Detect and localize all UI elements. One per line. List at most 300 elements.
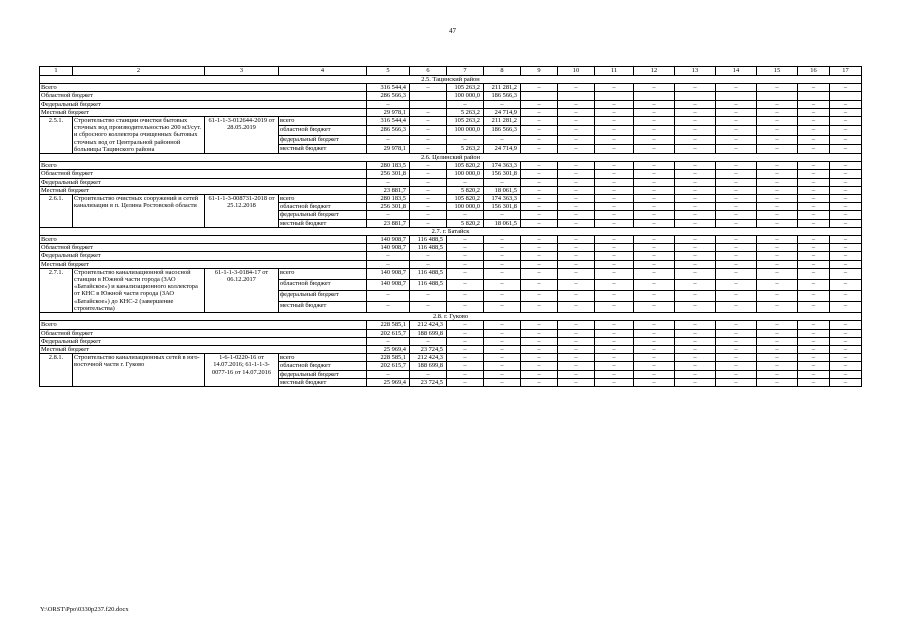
amount-cell: – <box>830 329 862 337</box>
amount-cell: – <box>830 203 862 211</box>
amount-cell: – <box>716 135 757 144</box>
amount-cell: – <box>757 144 798 153</box>
amount-cell: – <box>675 302 716 313</box>
amount-cell: – <box>521 100 558 108</box>
amount-cell: – <box>675 290 716 301</box>
amount-cell: – <box>716 329 757 337</box>
amount-cell: – <box>447 370 484 378</box>
column-number: 3 <box>205 67 279 76</box>
funding-source: всего <box>279 268 367 279</box>
amount-cell: – <box>484 236 521 244</box>
amount-cell: – <box>675 260 716 268</box>
amount-cell: – <box>634 117 675 126</box>
amount-cell: 202 615,7 <box>367 329 410 337</box>
amount-cell: – <box>521 378 558 386</box>
amount-cell: 188 699,8 <box>410 329 447 337</box>
amount-cell: – <box>521 211 558 219</box>
amount-cell: – <box>830 302 862 313</box>
section-heading-row <box>40 154 862 162</box>
amount-cell: – <box>595 362 634 370</box>
amount-cell: – <box>558 170 595 178</box>
amount-cell: – <box>798 321 830 329</box>
amount-cell: – <box>798 178 830 186</box>
page-number: 47 <box>449 27 456 35</box>
amount-cell: – <box>716 370 757 378</box>
section-title: 2.7. г. Батайск <box>40 227 862 235</box>
amount-cell: – <box>757 337 798 345</box>
amount-cell: – <box>716 170 757 178</box>
amount-cell: – <box>410 108 447 116</box>
amount-cell: – <box>484 178 521 186</box>
column-number: 8 <box>484 67 521 76</box>
amount-cell: – <box>716 126 757 135</box>
amount-cell: – <box>447 378 484 386</box>
amount-cell: – <box>757 236 798 244</box>
section-total-row <box>40 329 862 337</box>
amount-cell: – <box>675 211 716 219</box>
amount-cell: – <box>716 279 757 290</box>
amount-cell: – <box>830 354 862 362</box>
item-name: Строительство канализационной насосной станции в Южной части города (ЗАО «Батайское») и канализационного коллектора от КНС в Южной части города (ЗАО «Батайское») до КНС-2 (завершение строительства) <box>73 268 205 312</box>
amount-cell: – <box>558 354 595 362</box>
section-total-row <box>40 100 862 108</box>
amount-cell: – <box>675 108 716 116</box>
amount-cell: – <box>798 108 830 116</box>
amount-cell: – <box>675 362 716 370</box>
amount-cell: – <box>521 290 558 301</box>
amount-cell: – <box>798 117 830 126</box>
amount-cell: 5 820,2 <box>447 186 484 194</box>
amount-cell: – <box>757 162 798 170</box>
amount-cell: – <box>521 178 558 186</box>
amount-cell: – <box>798 100 830 108</box>
amount-cell: – <box>634 321 675 329</box>
amount-cell: – <box>521 144 558 153</box>
amount-cell: – <box>757 362 798 370</box>
amount-cell: 174 363,3 <box>484 195 521 203</box>
amount-cell: – <box>484 362 521 370</box>
section-title: 2.5. Тацинский район <box>40 76 862 84</box>
amount-cell: – <box>757 268 798 279</box>
amount-cell: – <box>716 162 757 170</box>
amount-cell: 211 281,2 <box>484 84 521 92</box>
section-title: 2.6. Целинский район <box>40 154 862 162</box>
total-label: Местный бюджет <box>40 186 367 194</box>
amount-cell: – <box>484 354 521 362</box>
amount-cell: 18 061,5 <box>484 219 521 227</box>
amount-cell: – <box>675 236 716 244</box>
amount-cell: – <box>558 378 595 386</box>
item-document: 61-1-1-3-0184-17 от 06.12.2017 <box>205 268 279 312</box>
amount-cell: – <box>410 170 447 178</box>
amount-cell: – <box>830 186 862 194</box>
amount-cell: – <box>484 211 521 219</box>
amount-cell: – <box>716 219 757 227</box>
section-total-row <box>40 108 862 116</box>
amount-cell: – <box>757 170 798 178</box>
section-total-row <box>40 321 862 329</box>
total-label: Областной бюджет <box>40 170 367 178</box>
section-total-row <box>40 252 862 260</box>
section-total-row <box>40 345 862 353</box>
funding-source: федеральный бюджет <box>279 135 367 144</box>
section-total-row <box>40 162 862 170</box>
amount-cell: – <box>798 302 830 313</box>
amount-cell: – <box>757 219 798 227</box>
amount-cell: – <box>521 108 558 116</box>
amount-cell: – <box>675 219 716 227</box>
amount-cell: – <box>521 354 558 362</box>
amount-cell: – <box>757 186 798 194</box>
amount-cell: – <box>447 135 484 144</box>
amount-cell: – <box>675 329 716 337</box>
amount-cell: – <box>830 195 862 203</box>
amount-cell: – <box>716 236 757 244</box>
column-number: 6 <box>410 67 447 76</box>
amount-cell: – <box>634 337 675 345</box>
amount-cell: 316 544,4 <box>367 84 410 92</box>
amount-cell: – <box>595 170 634 178</box>
amount-cell: – <box>595 252 634 260</box>
amount-cell: – <box>675 345 716 353</box>
total-label: Местный бюджет <box>40 345 367 353</box>
amount-cell: 286 566,3 <box>367 92 410 100</box>
total-label: Федеральный бюджет <box>40 100 367 108</box>
amount-cell: – <box>558 117 595 126</box>
amount-cell: – <box>716 211 757 219</box>
amount-cell: – <box>367 252 410 260</box>
section-total-row <box>40 92 862 100</box>
amount-cell: – <box>675 186 716 194</box>
amount-cell: – <box>595 195 634 203</box>
section-heading-row <box>40 313 862 321</box>
amount-cell: – <box>410 162 447 170</box>
amount-cell: – <box>447 236 484 244</box>
amount-cell: – <box>558 329 595 337</box>
amount-cell: – <box>716 378 757 386</box>
amount-cell: – <box>447 321 484 329</box>
amount-cell: – <box>716 203 757 211</box>
amount-cell: – <box>595 268 634 279</box>
item-row <box>40 117 862 126</box>
amount-cell: – <box>558 345 595 353</box>
item-row <box>40 354 862 362</box>
amount-cell: 5 820,2 <box>447 219 484 227</box>
amount-cell: – <box>675 84 716 92</box>
funding-source: всего <box>279 117 367 126</box>
amount-cell: – <box>757 302 798 313</box>
amount-cell: – <box>757 126 798 135</box>
amount-cell: – <box>830 370 862 378</box>
amount-cell: – <box>595 290 634 301</box>
amount-cell: – <box>757 211 798 219</box>
amount-cell: – <box>757 354 798 362</box>
amount-cell: – <box>367 211 410 219</box>
budget-table <box>39 66 862 387</box>
amount-cell: – <box>634 135 675 144</box>
amount-cell: 316 544,4 <box>367 117 410 126</box>
amount-cell: – <box>558 252 595 260</box>
amount-cell: 105 820,2 <box>447 162 484 170</box>
amount-cell: 211 281,2 <box>484 117 521 126</box>
amount-cell: – <box>830 178 862 186</box>
funding-source: всего <box>279 354 367 362</box>
amount-cell: – <box>521 345 558 353</box>
section-total-row <box>40 337 862 345</box>
amount-cell: – <box>798 236 830 244</box>
column-number: 16 <box>798 67 830 76</box>
amount-cell: – <box>595 186 634 194</box>
amount-cell: – <box>757 252 798 260</box>
amount-cell: – <box>634 162 675 170</box>
column-number: 9 <box>521 67 558 76</box>
section-total-row <box>40 260 862 268</box>
amount-cell: – <box>634 195 675 203</box>
amount-cell: – <box>716 117 757 126</box>
amount-cell: – <box>595 236 634 244</box>
amount-cell: – <box>410 126 447 135</box>
amount-cell: – <box>410 211 447 219</box>
amount-cell: – <box>798 144 830 153</box>
amount-cell: – <box>675 100 716 108</box>
amount-cell: – <box>634 354 675 362</box>
amount-cell: – <box>675 252 716 260</box>
amount-cell: – <box>410 337 447 345</box>
amount-cell: – <box>798 170 830 178</box>
total-label: Всего <box>40 84 367 92</box>
section-total-row <box>40 244 862 252</box>
amount-cell: 100 000,0 <box>447 203 484 211</box>
amount-cell: – <box>830 135 862 144</box>
funding-source: областной бюджет <box>279 203 367 211</box>
amount-cell: – <box>798 244 830 252</box>
amount-cell: – <box>757 345 798 353</box>
amount-cell: – <box>757 329 798 337</box>
amount-cell: – <box>634 362 675 370</box>
amount-cell: 105 263,2 <box>447 84 484 92</box>
amount-cell: – <box>634 378 675 386</box>
amount-cell: – <box>521 302 558 313</box>
amount-cell: – <box>757 321 798 329</box>
amount-cell: – <box>798 203 830 211</box>
amount-cell: – <box>716 321 757 329</box>
amount-cell: – <box>830 84 862 92</box>
amount-cell: – <box>716 84 757 92</box>
amount-cell: – <box>798 252 830 260</box>
amount-cell: – <box>634 126 675 135</box>
amount-cell: – <box>675 354 716 362</box>
amount-cell: – <box>410 370 447 378</box>
amount-cell: 280 183,5 <box>367 162 410 170</box>
amount-cell: 116 488,5 <box>410 244 447 252</box>
amount-cell: – <box>830 117 862 126</box>
amount-cell: – <box>757 195 798 203</box>
amount-cell: – <box>521 186 558 194</box>
amount-cell: 140 908,7 <box>367 236 410 244</box>
total-label: Всего <box>40 236 367 244</box>
amount-cell: – <box>558 370 595 378</box>
amount-cell: – <box>521 260 558 268</box>
amount-cell: – <box>634 186 675 194</box>
amount-cell: – <box>367 260 410 268</box>
amount-cell: – <box>716 144 757 153</box>
item-name: Строительство станции очистки бытовых сточных вод производительностью 200 м3/сут. и сбросного коллектора очищенных бытовых сточных вод от Центральной районной больницы Тацинского района <box>73 117 205 154</box>
amount-cell: – <box>447 211 484 219</box>
total-label: Местный бюджет <box>40 260 367 268</box>
section-total-row <box>40 186 862 194</box>
amount-cell: – <box>798 329 830 337</box>
section-total-row <box>40 178 862 186</box>
amount-cell: – <box>558 195 595 203</box>
amount-cell: – <box>634 236 675 244</box>
amount-cell: – <box>757 378 798 386</box>
amount-cell: 23 881,7 <box>367 219 410 227</box>
amount-cell: 18 061,5 <box>484 186 521 194</box>
item-document: 61-1-1-3-012644-2019 от 28.05.2019 <box>205 117 279 154</box>
amount-cell: – <box>798 162 830 170</box>
amount-cell: – <box>410 195 447 203</box>
amount-cell: – <box>716 178 757 186</box>
amount-cell: 29 978,1 <box>367 108 410 116</box>
amount-cell: 23 724,5 <box>410 345 447 353</box>
amount-cell: – <box>484 337 521 345</box>
amount-cell: – <box>716 362 757 370</box>
column-number: 13 <box>675 67 716 76</box>
funding-source: всего <box>279 195 367 203</box>
amount-cell: – <box>634 370 675 378</box>
amount-cell: – <box>410 203 447 211</box>
amount-cell: 188 699,8 <box>410 362 447 370</box>
amount-cell: – <box>410 290 447 301</box>
amount-cell: – <box>484 252 521 260</box>
amount-cell: – <box>410 186 447 194</box>
amount-cell: – <box>675 321 716 329</box>
amount-cell: – <box>675 162 716 170</box>
funding-source: федеральный бюджет <box>279 211 367 219</box>
amount-cell: – <box>798 378 830 386</box>
amount-cell: – <box>521 195 558 203</box>
amount-cell: – <box>757 203 798 211</box>
amount-cell: – <box>410 84 447 92</box>
amount-cell: 116 488,5 <box>410 236 447 244</box>
amount-cell: – <box>675 170 716 178</box>
amount-cell: – <box>634 211 675 219</box>
amount-cell: – <box>595 302 634 313</box>
amount-cell: – <box>675 337 716 345</box>
amount-cell: – <box>675 126 716 135</box>
amount-cell: – <box>447 354 484 362</box>
amount-cell: 24 714,9 <box>484 144 521 153</box>
amount-cell: – <box>367 337 410 345</box>
funding-source: местный бюджет <box>279 144 367 153</box>
amount-cell: – <box>521 236 558 244</box>
amount-cell: – <box>716 260 757 268</box>
amount-cell: – <box>716 345 757 353</box>
amount-cell: 212 424,3 <box>410 354 447 362</box>
amount-cell: – <box>757 279 798 290</box>
amount-cell: – <box>447 178 484 186</box>
amount-cell: – <box>595 219 634 227</box>
amount-cell: – <box>484 268 521 279</box>
amount-cell: – <box>830 321 862 329</box>
amount-cell: – <box>447 302 484 313</box>
amount-cell: – <box>410 219 447 227</box>
amount-cell: – <box>634 100 675 108</box>
amount-cell: – <box>521 135 558 144</box>
amount-cell: – <box>595 162 634 170</box>
amount-cell: – <box>521 370 558 378</box>
amount-cell: – <box>634 178 675 186</box>
column-number: 14 <box>716 67 757 76</box>
funding-source: областной бюджет <box>279 362 367 370</box>
section-title: 2.8. г. Гуково <box>40 313 862 321</box>
column-number: 7 <box>447 67 484 76</box>
amount-cell: – <box>558 321 595 329</box>
amount-cell: – <box>521 126 558 135</box>
amount-cell: – <box>830 100 862 108</box>
amount-cell: – <box>595 354 634 362</box>
amount-cell: – <box>634 279 675 290</box>
amount-cell: – <box>558 144 595 153</box>
amount-cell: 23 724,5 <box>410 378 447 386</box>
amount-cell: – <box>558 302 595 313</box>
amount-cell <box>595 92 634 100</box>
column-number: 17 <box>830 67 862 76</box>
amount-cell: – <box>830 345 862 353</box>
amount-cell: – <box>716 100 757 108</box>
item-name: Строительство очистных сооружений и сетей канализации в п. Целина Ростовской области <box>73 195 205 228</box>
amount-cell <box>410 100 447 108</box>
amount-cell: – <box>521 84 558 92</box>
amount-cell: 156 301,8 <box>484 170 521 178</box>
total-label: Всего <box>40 321 367 329</box>
amount-cell: – <box>367 178 410 186</box>
amount-cell: – <box>798 195 830 203</box>
amount-cell: – <box>558 84 595 92</box>
amount-cell: – <box>830 378 862 386</box>
amount-cell: – <box>716 302 757 313</box>
funding-source: областной бюджет <box>279 279 367 290</box>
amount-cell: – <box>447 268 484 279</box>
amount-cell: – <box>558 219 595 227</box>
amount-cell: – <box>595 117 634 126</box>
amount-cell: – <box>367 135 410 144</box>
amount-cell: – <box>634 170 675 178</box>
amount-cell: – <box>634 144 675 153</box>
column-number: 4 <box>279 67 367 76</box>
amount-cell: – <box>595 260 634 268</box>
amount-cell: – <box>798 370 830 378</box>
amount-cell: – <box>830 252 862 260</box>
amount-cell: – <box>595 108 634 116</box>
total-label: Областной бюджет <box>40 92 367 100</box>
amount-cell: – <box>757 84 798 92</box>
amount-cell: – <box>798 354 830 362</box>
column-number: 11 <box>595 67 634 76</box>
amount-cell: – <box>521 279 558 290</box>
amount-cell: – <box>595 345 634 353</box>
item-number: 2.8.1. <box>40 354 73 387</box>
amount-cell: – <box>447 362 484 370</box>
amount-cell: – <box>558 260 595 268</box>
amount-cell: – <box>798 345 830 353</box>
section-total-row <box>40 84 862 92</box>
amount-cell: – <box>716 108 757 116</box>
amount-cell: – <box>447 337 484 345</box>
amount-cell: 105 263,2 <box>447 117 484 126</box>
amount-cell: – <box>798 260 830 268</box>
amount-cell: – <box>484 378 521 386</box>
